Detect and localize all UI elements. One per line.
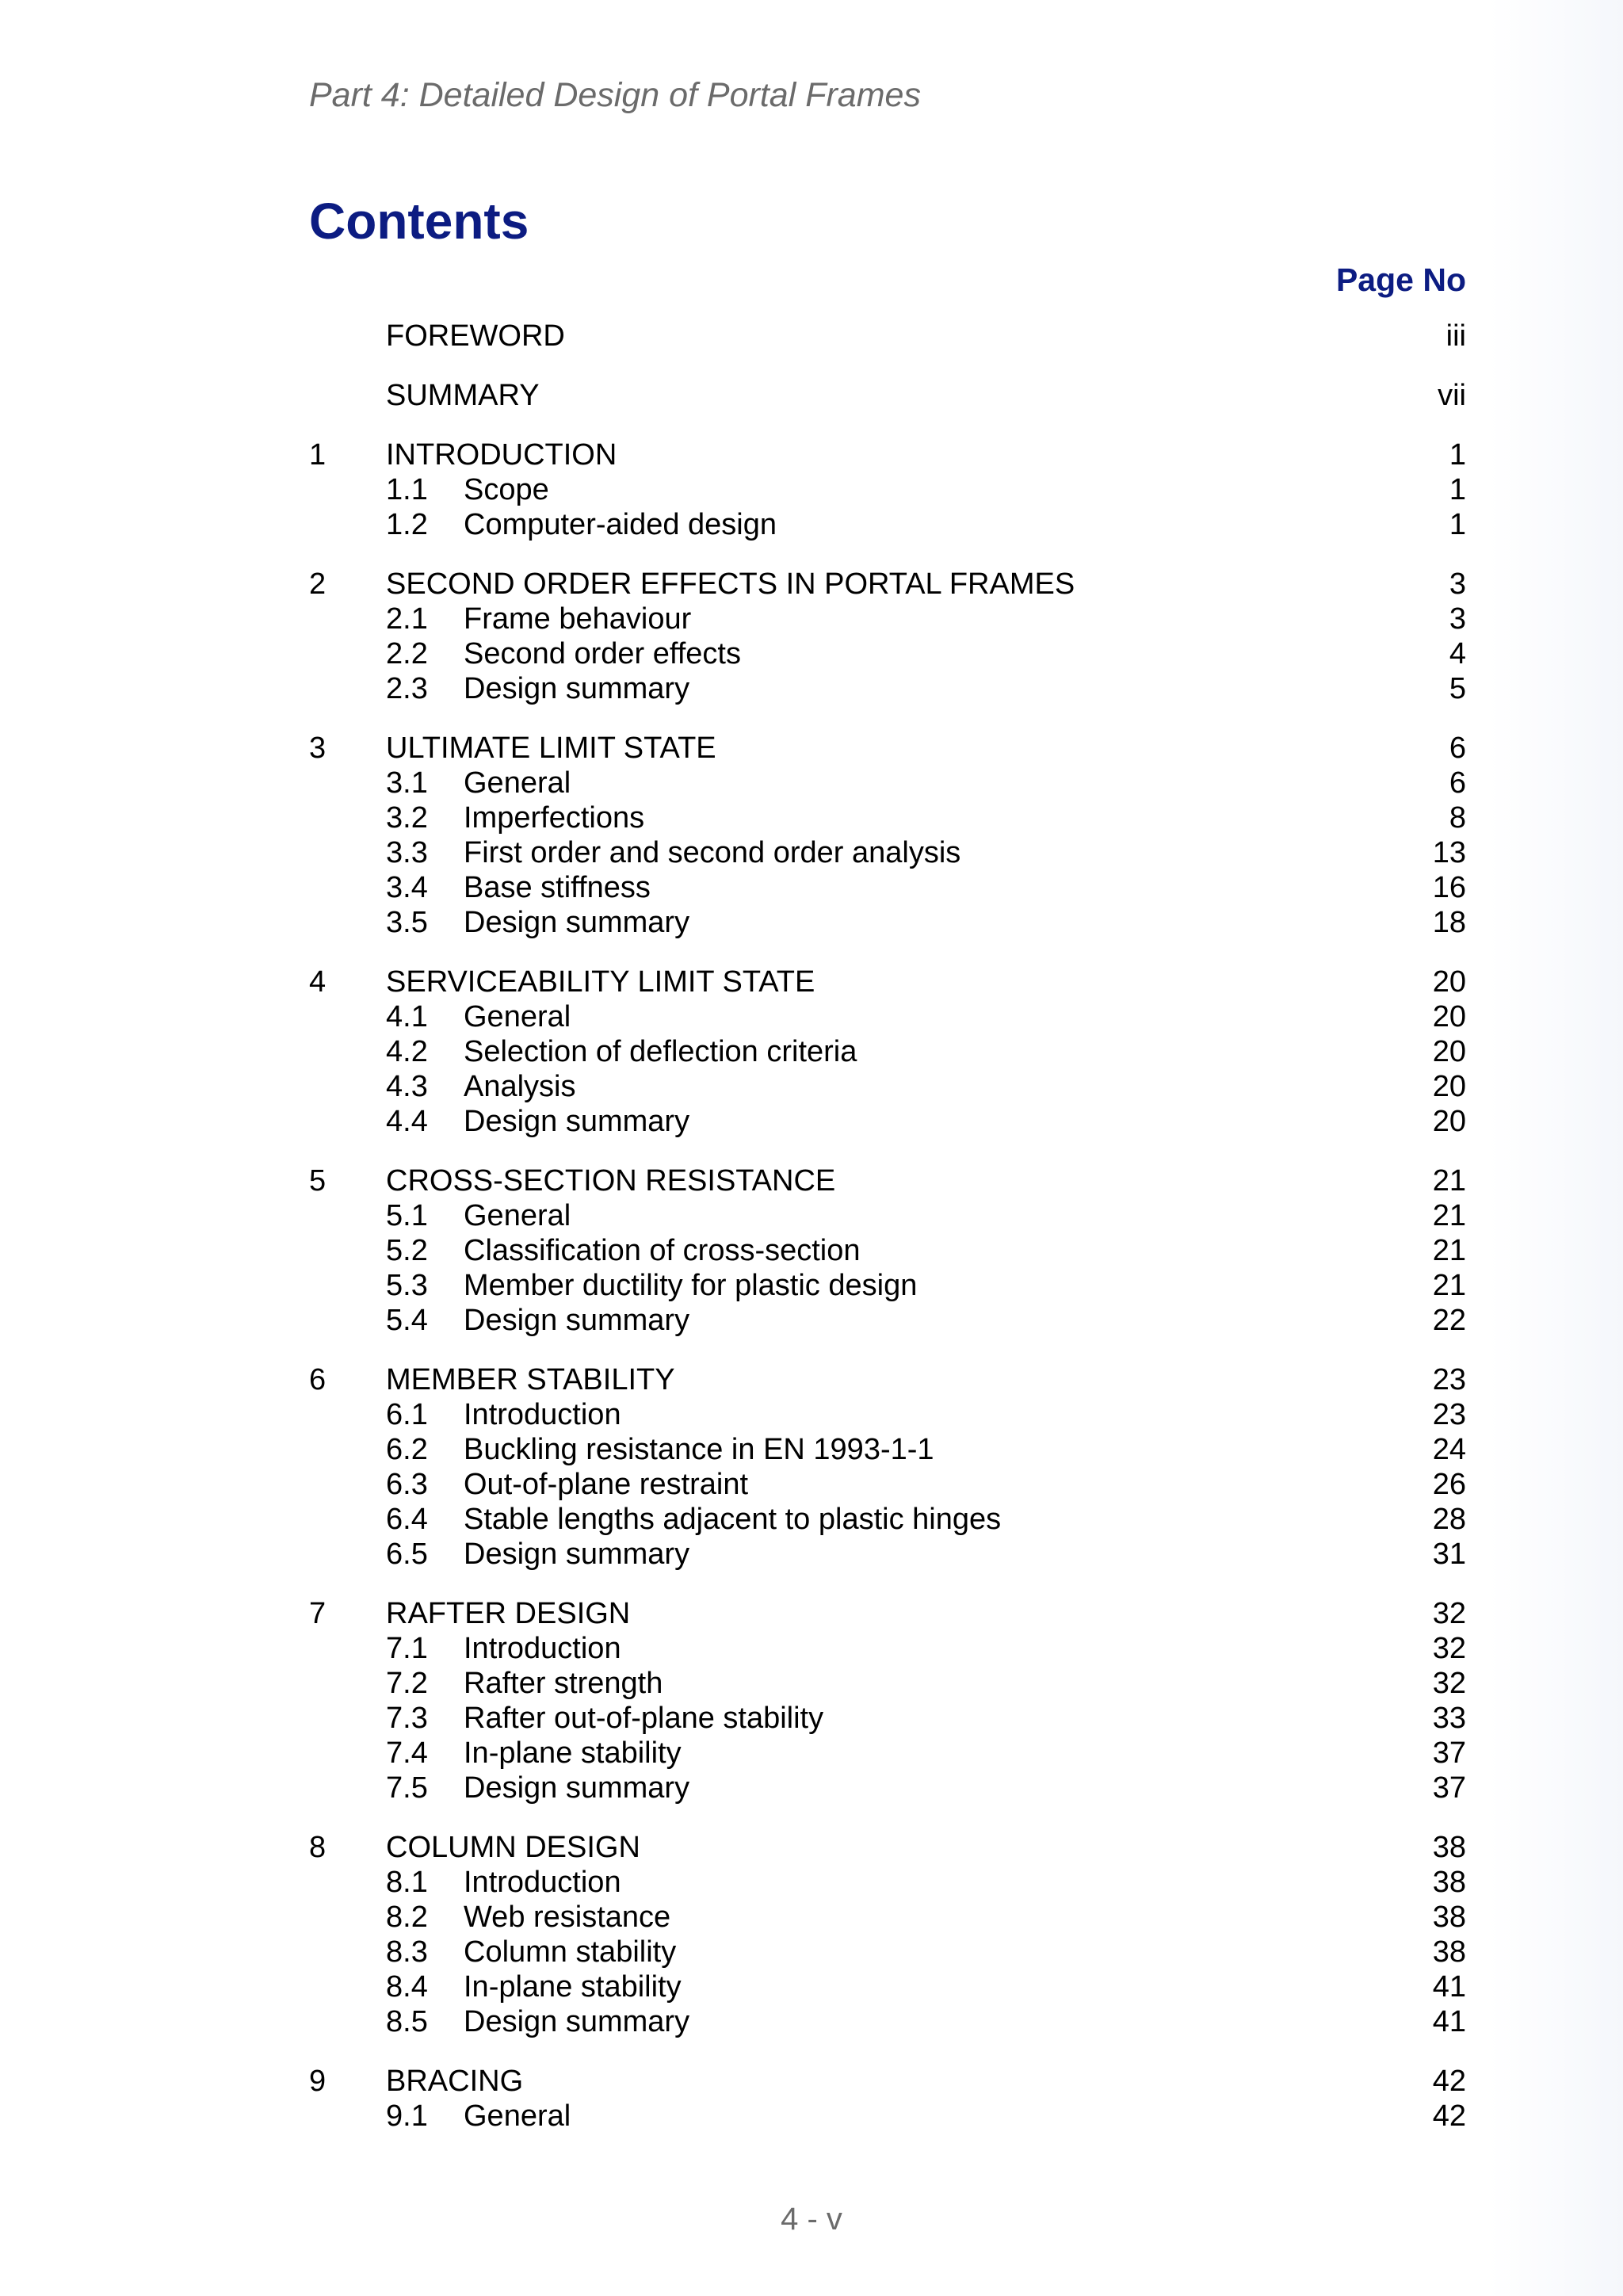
toc-subsection-title: Design summary: [464, 1105, 690, 1138]
toc-subsection-title: Web resistance: [464, 1901, 671, 1934]
toc-subsection: [309, 905, 1466, 940]
toc-subsection-number: 9.1: [386, 2099, 428, 2133]
toc-section-page: 42: [1432, 2065, 1466, 2098]
toc-section-number: 6: [309, 1363, 327, 1396]
toc-subsection-page: 28: [1432, 1503, 1466, 1536]
toc-section-number: 8: [309, 1831, 327, 1864]
toc-subsection-number: 8.1: [386, 1866, 428, 1899]
toc-subsection-title: In-plane stability: [464, 1970, 682, 2004]
toc-section-page: 1: [1449, 438, 1466, 472]
toc-section-number: 9: [309, 2065, 327, 2098]
toc-subsection-page: 26: [1432, 1468, 1466, 1501]
toc-subsection-title: First order and second order analysis: [464, 836, 961, 869]
toc-section: [309, 567, 1466, 602]
toc-subsection-page: 38: [1432, 1866, 1466, 1899]
toc-subsection-number: 7.2: [386, 1667, 428, 1700]
toc-subsection-page: 21: [1432, 1269, 1466, 1302]
toc-subsection: [309, 2004, 1466, 2039]
toc-entry-page: vii: [1438, 379, 1466, 412]
toc-section-title: SECOND ORDER EFFECTS IN PORTAL FRAMES: [386, 567, 1075, 601]
toc-subsection-number: 5.1: [386, 1199, 428, 1232]
toc-subsection: [309, 870, 1466, 905]
toc-subsection-number: 6.5: [386, 1538, 428, 1571]
toc-subsection-number: 6.4: [386, 1503, 428, 1536]
toc-subsection: [309, 1701, 1466, 1736]
toc-subsection-page: 23: [1432, 1398, 1466, 1431]
toc-subsection: [309, 1631, 1466, 1666]
toc-section-page: 21: [1432, 1164, 1466, 1198]
toc-subsection: [309, 1771, 1466, 1805]
toc-subsection-page: 1: [1449, 508, 1466, 541]
toc-subsection-title: Buckling resistance in EN 1993-1-1: [464, 1433, 934, 1466]
toc-subsection-page: 5: [1449, 672, 1466, 705]
toc-subsection-page: 31: [1432, 1538, 1466, 1571]
toc-subsection-title: Rafter strength: [464, 1667, 663, 1700]
toc-section-title: MEMBER STABILITY: [386, 1363, 675, 1396]
toc-subsection: [309, 2099, 1466, 2134]
toc-subsection-title: Analysis: [464, 1070, 576, 1103]
toc-section-number: 2: [309, 567, 327, 601]
toc-subsection-number: 3.4: [386, 871, 428, 904]
toc-subsection-number: 5.4: [386, 1304, 428, 1337]
toc-subsection-page: 37: [1432, 1771, 1466, 1805]
toc-subsection-page: 20: [1432, 1035, 1466, 1068]
toc-section-page: 23: [1432, 1363, 1466, 1396]
toc-subsection-number: 4.1: [386, 1000, 428, 1033]
toc-subsection: [309, 1969, 1466, 2004]
toc-subsection-number: 3.2: [386, 801, 428, 835]
toc-subsection-number: 3.5: [386, 906, 428, 939]
toc-subsection-number: 8.4: [386, 1970, 428, 2004]
toc-section: [309, 2064, 1466, 2099]
toc-section-title: RAFTER DESIGN: [386, 1597, 631, 1630]
toc-subsection-number: 1.1: [386, 473, 428, 506]
toc-subsection: [309, 671, 1466, 706]
toc-section-number: 3: [309, 732, 327, 765]
page-title: Contents: [309, 193, 529, 250]
toc-subsection-number: 5.2: [386, 1234, 428, 1267]
toc-entry: [309, 378, 1466, 413]
toc-subsection: [309, 1467, 1466, 1502]
toc-subsection-title: Introduction: [464, 1398, 621, 1431]
toc-subsection-title: Introduction: [464, 1866, 621, 1899]
toc-subsection: [309, 1268, 1466, 1303]
toc-subsection-page: 6: [1449, 766, 1466, 800]
toc-section-number: 5: [309, 1164, 327, 1198]
toc-entry-title: FOREWORD: [386, 319, 565, 353]
toc-subsection: [309, 636, 1466, 671]
toc-section-page: 38: [1432, 1831, 1466, 1864]
toc-subsection-title: Rafter out-of-plane stability: [464, 1702, 824, 1735]
toc-subsection: [309, 1233, 1466, 1268]
toc-section-number: 1: [309, 438, 327, 472]
toc-subsection-title: Classification of cross-section: [464, 1234, 861, 1267]
running-header: Part 4: Detailed Design of Portal Frames: [309, 76, 921, 114]
toc-subsection-number: 6.3: [386, 1468, 428, 1501]
toc-section-title: SERVICEABILITY LIMIT STATE: [386, 965, 815, 999]
toc-subsection: [309, 1666, 1466, 1701]
toc-subsection-page: 3: [1449, 602, 1466, 636]
toc-section-page: 3: [1449, 567, 1466, 601]
toc-subsection-number: 2.1: [386, 602, 428, 636]
toc-subsection-page: 8: [1449, 801, 1466, 835]
toc-subsection-number: 6.2: [386, 1433, 428, 1466]
toc-subsection: [309, 1736, 1466, 1771]
toc-subsection-title: Design summary: [464, 2005, 690, 2038]
toc-subsection-page: 1: [1449, 473, 1466, 506]
toc-subsection: [309, 1034, 1466, 1069]
toc-subsection-page: 32: [1432, 1667, 1466, 1700]
toc-subsection-page: 21: [1432, 1199, 1466, 1232]
toc-subsection-page: 16: [1432, 871, 1466, 904]
toc-subsection-number: 4.3: [386, 1070, 428, 1103]
toc-section: [309, 731, 1466, 766]
toc-section-number: 7: [309, 1597, 327, 1630]
toc-subsection: [309, 1069, 1466, 1104]
page-no-heading: Page No: [1335, 262, 1466, 298]
toc-subsection-number: 7.3: [386, 1702, 428, 1735]
toc-subsection-number: 7.4: [386, 1736, 428, 1770]
toc-subsection-title: Introduction: [464, 1632, 621, 1665]
toc-subsection-number: 3.1: [386, 766, 428, 800]
toc-subsection-title: General: [464, 1000, 571, 1033]
toc-subsection-title: Out-of-plane restraint: [464, 1468, 749, 1501]
toc-section-page: 20: [1432, 965, 1466, 999]
toc-subsection-page: 41: [1432, 1970, 1466, 2004]
toc-section: [309, 965, 1466, 999]
toc-subsection: [309, 766, 1466, 800]
toc-subsection-number: 4.4: [386, 1105, 428, 1138]
toc-entry-title: SUMMARY: [386, 379, 540, 412]
toc-subsection-title: Design summary: [464, 906, 690, 939]
toc-subsection-page: 24: [1432, 1433, 1466, 1466]
toc-subsection: [309, 602, 1466, 636]
toc-subsection-title: Imperfections: [464, 801, 645, 835]
toc-subsection-title: Scope: [464, 473, 549, 506]
toc-subsection-number: 6.1: [386, 1398, 428, 1431]
page-edge-shadow: [1488, 0, 1623, 2296]
toc-subsection-page: 21: [1432, 1234, 1466, 1267]
toc-subsection: [309, 800, 1466, 835]
toc-subsection-page: 38: [1432, 1901, 1466, 1934]
toc-subsection-title: Design summary: [464, 1538, 690, 1571]
toc-subsection-title: Design summary: [464, 1771, 690, 1805]
toc-subsection-page: 22: [1432, 1304, 1466, 1337]
toc-section-page: 6: [1449, 732, 1466, 765]
toc-subsection: [309, 507, 1466, 542]
toc-section: [309, 1830, 1466, 1865]
toc-subsection-number: 8.5: [386, 2005, 428, 2038]
toc-subsection: [309, 1537, 1466, 1572]
toc-section-title: ULTIMATE LIMIT STATE: [386, 732, 716, 765]
toc-subsection: [309, 835, 1466, 870]
toc-section-title: BRACING: [386, 2065, 524, 2098]
toc-subsection-title: In-plane stability: [464, 1736, 682, 1770]
toc-subsection: [309, 1432, 1466, 1467]
toc-subsection-number: 7.5: [386, 1771, 428, 1805]
toc-subsection-title: Second order effects: [464, 637, 741, 670]
toc-entry: [309, 319, 1466, 353]
toc-subsection-title: Design summary: [464, 1304, 690, 1337]
toc-subsection-number: 8.2: [386, 1901, 428, 1934]
toc-section-number: 4: [309, 965, 327, 999]
toc-subsection-page: 37: [1432, 1736, 1466, 1770]
toc-subsection: [309, 1502, 1466, 1537]
toc-subsection-title: Stable lengths adjacent to plastic hinges: [464, 1503, 1002, 1536]
toc-entry-page: iii: [1445, 319, 1466, 353]
toc-subsection: [309, 999, 1466, 1034]
toc-subsection-page: 13: [1432, 836, 1466, 869]
toc-subsection-page: 4: [1449, 637, 1466, 670]
toc-subsection-title: Column stability: [464, 1935, 677, 1969]
toc-subsection-title: Frame behaviour: [464, 602, 692, 636]
toc-subsection-title: Selection of deflection criteria: [464, 1035, 857, 1068]
toc-section-title: COLUMN DESIGN: [386, 1831, 640, 1864]
toc-subsection-page: 18: [1432, 906, 1466, 939]
toc-section: [309, 1362, 1466, 1397]
toc-subsection-title: Member ductility for plastic design: [464, 1269, 918, 1302]
toc-subsection: [309, 1104, 1466, 1139]
toc-subsection-number: 5.3: [386, 1269, 428, 1302]
toc-subsection: [309, 1935, 1466, 1969]
toc-subsection-title: Base stiffness: [464, 871, 651, 904]
toc-subsection-number: 3.3: [386, 836, 428, 869]
toc-subsection-page: 32: [1432, 1632, 1466, 1665]
toc-subsection-number: 8.3: [386, 1935, 428, 1969]
toc-subsection-page: 20: [1432, 1000, 1466, 1033]
toc-subsection-page: 33: [1432, 1702, 1466, 1735]
toc-section-title: CROSS-SECTION RESISTANCE: [386, 1164, 836, 1198]
toc-subsection-title: Design summary: [464, 672, 690, 705]
toc-subsection-title: General: [464, 1199, 571, 1232]
toc-subsection-page: 38: [1432, 1935, 1466, 1969]
toc-subsection-number: 7.1: [386, 1632, 428, 1665]
toc-subsection-page: 42: [1432, 2099, 1466, 2133]
toc-subsection-page: 20: [1432, 1070, 1466, 1103]
toc-subsection: [309, 1865, 1466, 1900]
toc-subsection-page: 41: [1432, 2005, 1466, 2038]
toc-section: [309, 1163, 1466, 1198]
toc-subsection-page: 20: [1432, 1105, 1466, 1138]
toc-subsection: [309, 1198, 1466, 1233]
page-number-footer: 4 - v: [781, 2202, 842, 2237]
toc-subsection: [309, 472, 1466, 507]
toc-subsection-number: 4.2: [386, 1035, 428, 1068]
toc-subsection-title: General: [464, 766, 571, 800]
toc-subsection: [309, 1900, 1466, 1935]
toc-subsection-title: Computer-aided design: [464, 508, 777, 541]
toc-subsection-number: 2.2: [386, 637, 428, 670]
toc-subsection-title: General: [464, 2099, 571, 2133]
toc-subsection: [309, 1303, 1466, 1338]
toc-section: [309, 1596, 1466, 1631]
toc-section: [309, 437, 1466, 472]
toc-subsection-number: 2.3: [386, 672, 428, 705]
table-of-contents: [309, 319, 1466, 2134]
toc-section-page: 32: [1432, 1597, 1466, 1630]
toc-section-title: INTRODUCTION: [386, 438, 617, 472]
toc-subsection: [309, 1397, 1466, 1432]
toc-subsection-number: 1.2: [386, 508, 428, 541]
